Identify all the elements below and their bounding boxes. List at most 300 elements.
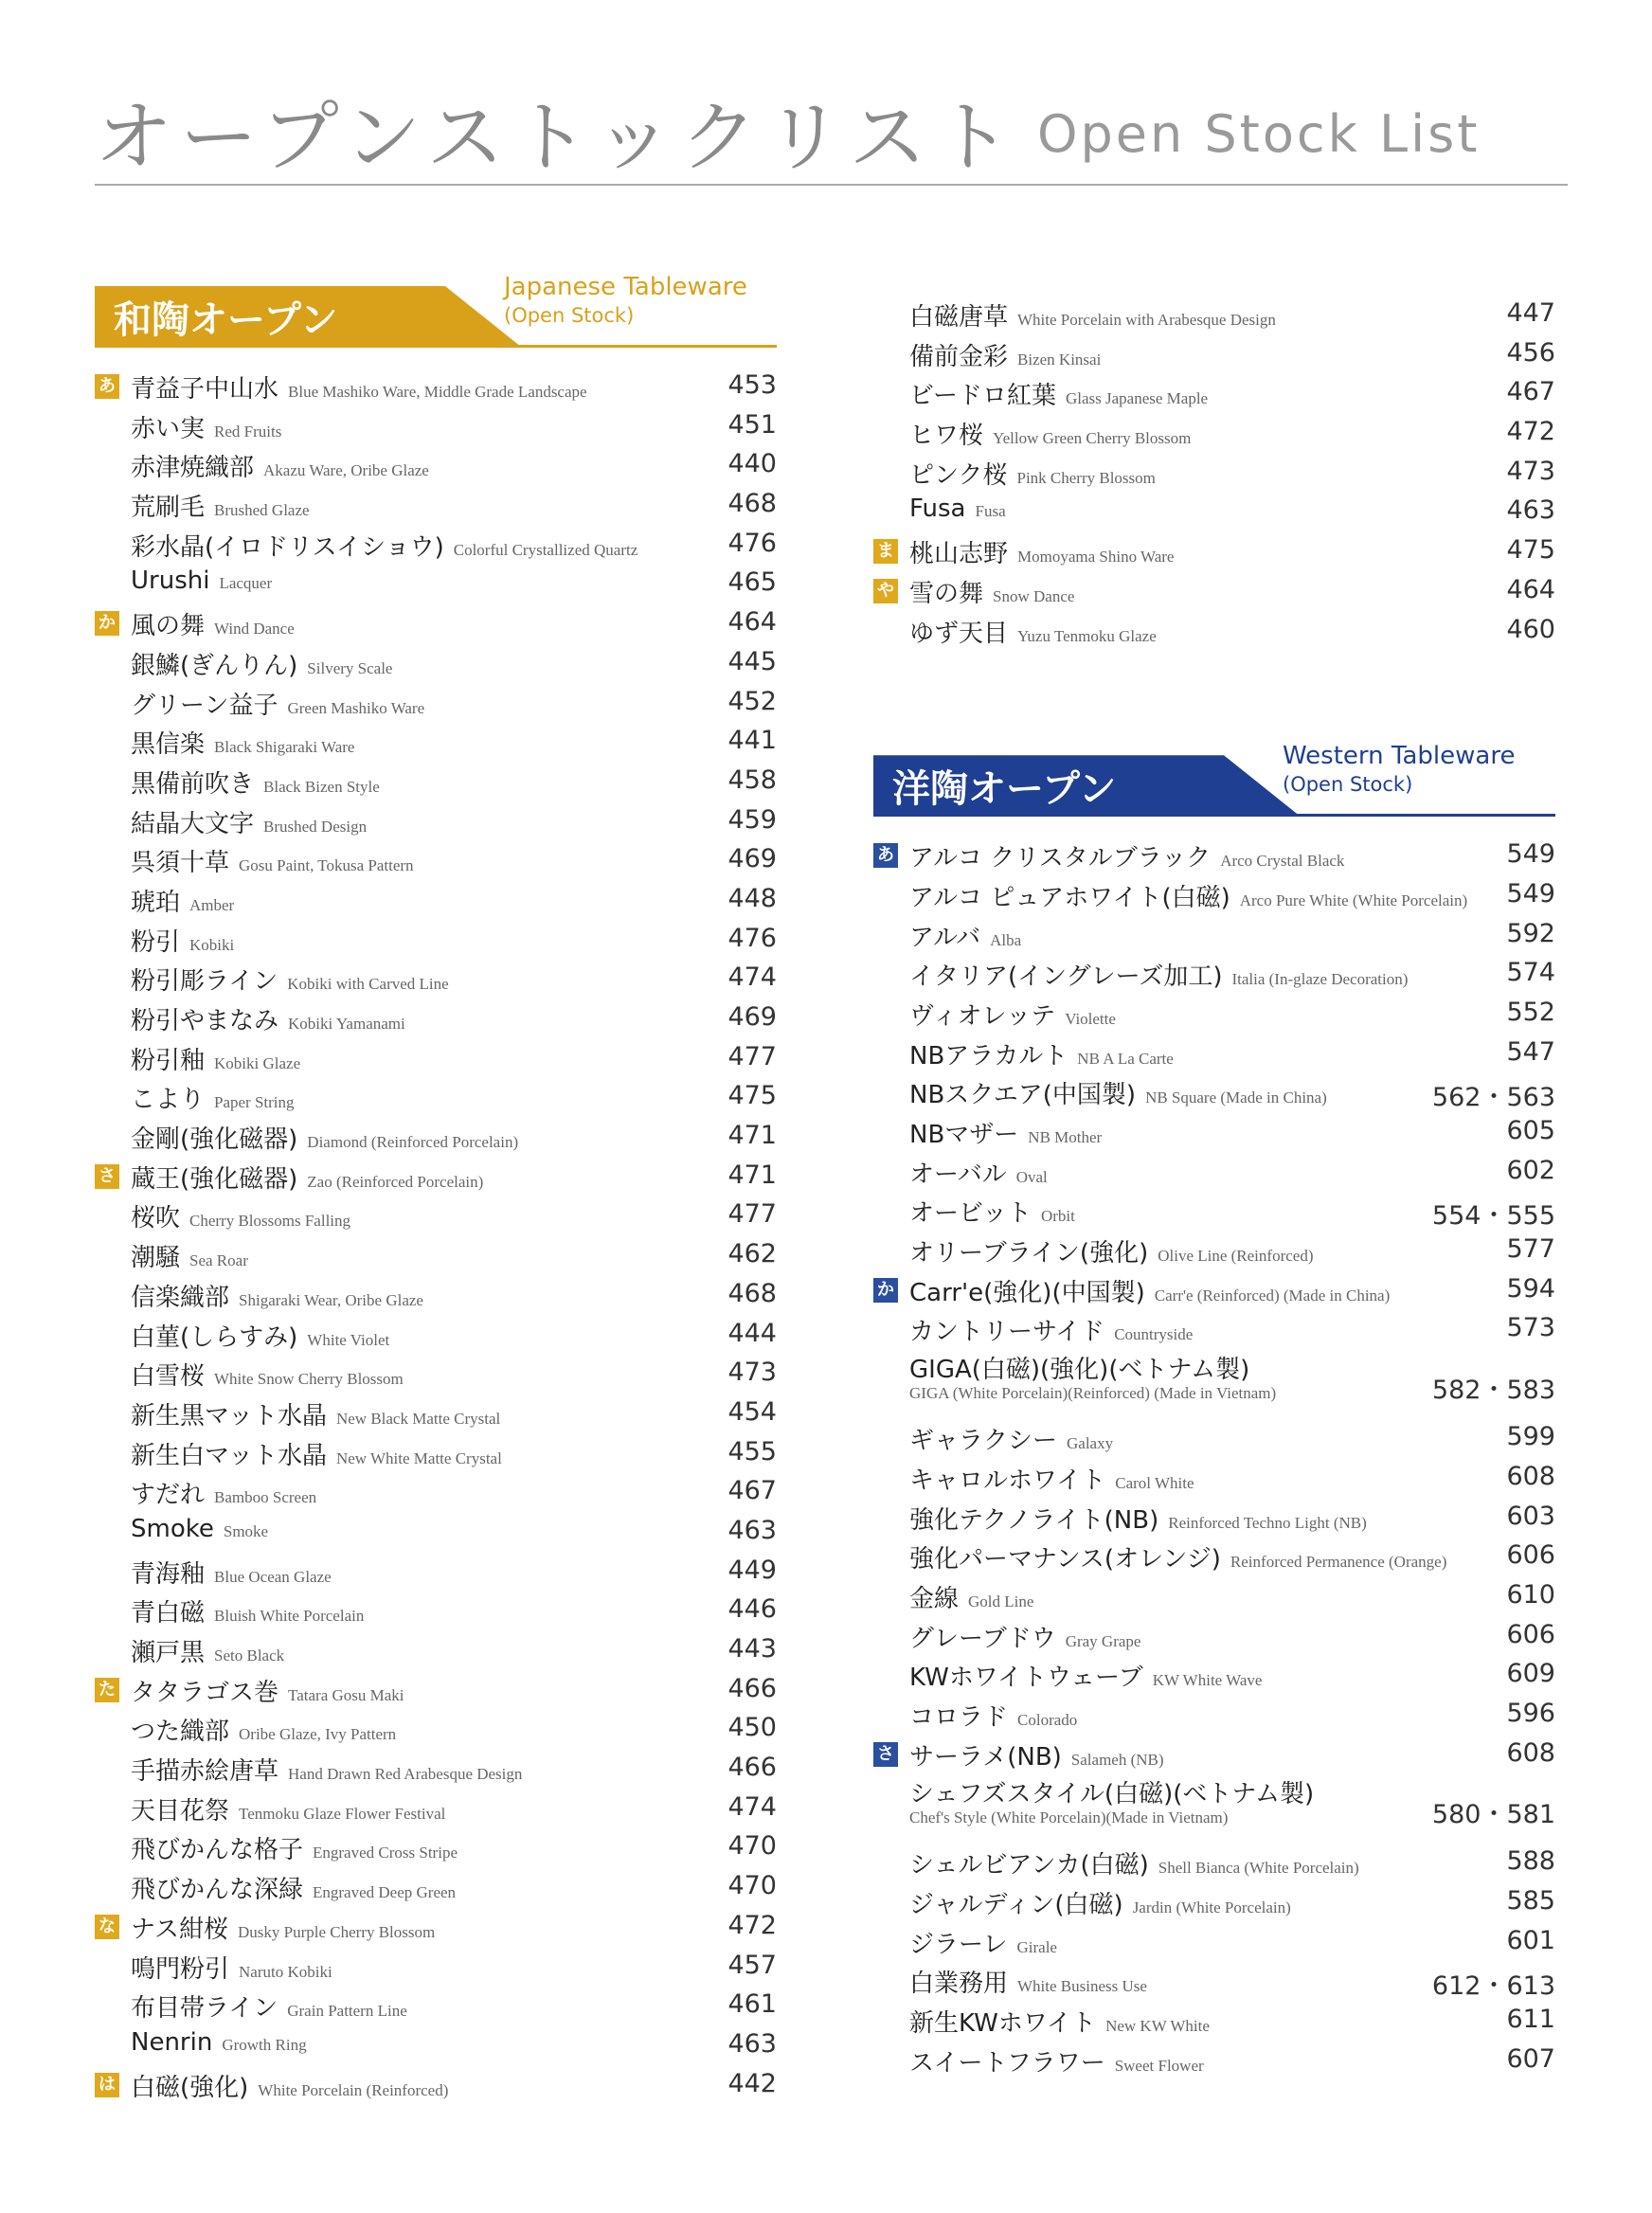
item-name-ja: 雪の舞 (909, 579, 984, 608)
item-name-ja: オリーブライン(強化) (909, 1239, 1149, 1268)
item-name (131, 1830, 458, 1865)
page-number: 588 (1506, 1846, 1555, 1877)
item-name (909, 1619, 1140, 1654)
page-number: 463 (727, 2028, 777, 2059)
list-item (873, 1111, 1555, 1151)
item-name-en: GIGA (White Porcelain)(Reinforced) (Made in Vietnam) (909, 1384, 1277, 1403)
list-item (873, 1308, 1555, 1348)
list-item (95, 761, 777, 801)
item-name-en: KW White Wave (1152, 1671, 1263, 1690)
page-number: 470 (727, 1871, 777, 1901)
item-name-ja: タタラゴス巻 (131, 1678, 279, 1707)
page-title-en: Open Stock List (1037, 104, 1481, 164)
item-name-en: New Black Matte Crystal (335, 1409, 501, 1428)
page-number: 468 (727, 489, 777, 519)
page-number: 469 (727, 1002, 777, 1032)
item-name (131, 1910, 435, 1945)
japanese-entry-list-continued (873, 294, 1555, 649)
page-number: 449 (727, 1555, 777, 1585)
item-name-ja: こより (131, 1086, 206, 1115)
list-item (873, 294, 1555, 333)
item-name (909, 574, 1074, 609)
item-name (131, 1475, 316, 1510)
item-name-en: Seto Black (214, 1646, 285, 1664)
item-name-en: Black Bizen Style (263, 777, 380, 796)
page-number: 592 (1506, 918, 1555, 948)
item-name (909, 534, 1174, 569)
list-item (95, 405, 777, 445)
item-name-ja: 粉引やまなみ (131, 1007, 279, 1035)
page-number: 601 (1506, 1925, 1555, 1955)
page-number: 602 (1506, 1155, 1555, 1185)
list-item (95, 1511, 777, 1551)
list-item (95, 1788, 777, 1827)
item-name-en: Yuzu Tenmoku Glaze (1017, 626, 1157, 645)
item-name-ja: 白雪桜 (131, 1362, 206, 1392)
kana-index-badge: か (873, 1278, 898, 1303)
item-name-en: Oval (1015, 1167, 1048, 1186)
page-number: 468 (727, 1278, 777, 1308)
item-name-ja: グレーブドウ (909, 1624, 1056, 1653)
item-name (909, 1698, 1077, 1733)
item-name (909, 957, 1408, 992)
item-name-en: Carol White (1115, 1473, 1194, 1492)
item-name-ja: Carr'e(強化)(中国製) (909, 1278, 1145, 1307)
list-item (95, 603, 777, 642)
page-number: 463 (1506, 495, 1555, 526)
item-name-en: Gold Line (968, 1592, 1034, 1610)
page-number: 582・583 (1431, 1376, 1555, 1406)
item-name (909, 1774, 1314, 1809)
item-name (131, 1357, 404, 1392)
list-item (873, 1615, 1555, 1655)
item-name (909, 1194, 1075, 1229)
page-number: 473 (1506, 456, 1555, 486)
item-name (131, 1791, 445, 1826)
list-item (873, 914, 1555, 954)
page-number: 441 (727, 726, 777, 756)
item-name-en: Wind Dance (214, 620, 295, 639)
item-name (909, 1964, 1147, 1999)
item-name (909, 1273, 1390, 1308)
item-name (909, 1501, 1367, 1536)
item-name (131, 883, 234, 918)
item-name-ja: サーラメ(NB) (909, 1742, 1062, 1772)
banner-title-en-main: Western Tableware (1283, 742, 1516, 771)
item-name-ja: Fusa (909, 495, 966, 524)
list-item (873, 1071, 1555, 1111)
page-number: 471 (727, 1121, 777, 1151)
kana-index-badge: か (95, 611, 119, 636)
item-name (909, 1885, 1291, 1920)
page-number: 609 (1506, 1659, 1555, 1689)
list-item (95, 1314, 777, 1354)
list-item (95, 919, 777, 959)
item-name-ja: Nenrin (131, 2027, 213, 2057)
item-name (909, 1579, 1033, 1614)
item-name-en: Akazu Ware, Oribe Glaze (263, 461, 429, 480)
item-name (131, 1988, 407, 2024)
item-name-ja: アルコ クリスタルブラック (909, 844, 1212, 873)
item-name (131, 1593, 364, 1628)
item-name-ja: オービット (909, 1199, 1032, 1229)
list-item (95, 366, 777, 405)
page-title-ja: オープンストックリスト (95, 93, 1020, 183)
item-name-ja: 青海釉 (131, 1559, 206, 1589)
banner-title-en-sub: (Open Stock) (504, 304, 635, 327)
item-name-en: Yellow Green Cherry Blossom (993, 429, 1192, 448)
page-number: 594 (1506, 1273, 1555, 1304)
list-item (95, 563, 777, 603)
item-name (131, 725, 354, 760)
list-item (95, 444, 777, 484)
page-number: 474 (727, 963, 777, 993)
item-name-en: Olive Line (Reinforced) (1158, 1247, 1314, 1266)
item-name-ja: ビードロ紅葉 (909, 382, 1056, 411)
list-item (873, 1033, 1555, 1072)
list-item (95, 839, 777, 879)
item-name-ja: 呉須十草 (131, 849, 230, 878)
item-name (909, 1461, 1194, 1496)
item-name-ja: 白磁唐草 (909, 303, 1009, 332)
banner-title-en-main: Japanese Tableware (504, 273, 747, 301)
item-name (909, 918, 1021, 953)
list-item (95, 1866, 777, 1906)
list-item (95, 1156, 777, 1196)
list-item (95, 642, 777, 682)
item-name-ja: アルコ ピュアホワイト(白磁) (909, 883, 1230, 912)
western-tableware-section (873, 736, 1555, 2078)
list-item (95, 1195, 777, 1234)
list-item (873, 835, 1555, 874)
item-name-en: Orbit (1040, 1207, 1075, 1226)
item-name-en: Sea Roar (189, 1251, 248, 1270)
item-name-en: Bluish White Porcelain (214, 1607, 365, 1626)
list-item (95, 1116, 777, 1156)
list-item (873, 372, 1555, 412)
item-name-ja: 結晶大文字 (131, 809, 255, 838)
item-name-en: White Business Use (1017, 1977, 1147, 1996)
item-name (131, 1318, 389, 1353)
item-name (909, 297, 1276, 333)
item-name-en: Countryside (1114, 1325, 1194, 1344)
item-name-en: Cherry Blossoms Falling (189, 1212, 351, 1231)
item-name-ja: すだれ (131, 1481, 206, 1510)
item-name-en: New White Matte Crystal (335, 1448, 502, 1467)
item-name (909, 1539, 1446, 1574)
list-item (95, 1669, 777, 1709)
page-number: 552 (1506, 997, 1555, 1027)
item-name-ja: 粉引彫ライン (131, 967, 278, 997)
item-name (909, 1155, 1048, 1190)
item-name (909, 337, 1101, 372)
page-number: 472 (727, 1910, 777, 1940)
item-name-en: Diamond (Reinforced Porcelain) (307, 1133, 519, 1152)
item-name-ja: ギャラクシー (909, 1427, 1058, 1456)
page-number: 573 (1506, 1313, 1555, 1343)
item-name-en: Blue Ocean Glaze (214, 1567, 332, 1586)
list-item (95, 1906, 777, 1946)
page-number: 608 (1506, 1461, 1555, 1491)
page-number: 477 (727, 1041, 777, 1071)
page-number: 460 (1506, 614, 1555, 644)
list-item (873, 1497, 1555, 1537)
item-name-en: Gray Grape (1065, 1631, 1141, 1650)
item-name-en: Red Fruits (214, 422, 282, 441)
list-item (873, 1772, 1555, 1842)
item-name (131, 1950, 332, 1985)
list-item (95, 1748, 777, 1788)
item-name-ja: つた織部 (131, 1718, 230, 1747)
item-name-ja: 新生白マット水晶 (131, 1441, 327, 1470)
item-name-en: Galaxy (1067, 1434, 1114, 1453)
list-item (873, 1348, 1555, 1417)
list-item (95, 721, 777, 761)
list-item (95, 1826, 777, 1866)
item-name-en: Arco Crystal Black (1220, 852, 1345, 871)
item-name-en: Shell Bianca (White Porcelain) (1158, 1859, 1359, 1878)
item-name-ja: 白業務用 (909, 1970, 1009, 1999)
item-name-ja: スイートフラワー (909, 2048, 1105, 2078)
banner-underline (95, 345, 777, 348)
item-name-ja: カントリーサイド (909, 1318, 1105, 1347)
item-name (909, 1350, 1249, 1385)
page-number: 448 (727, 883, 777, 913)
item-name-en: Reinforced Techno Light (NB) (1168, 1513, 1367, 1532)
item-name (909, 838, 1344, 873)
item-name-ja: ジャルディン(白磁) (909, 1891, 1123, 1919)
item-name-en: Shigaraki Wear, Oribe Glaze (239, 1290, 423, 1309)
item-name-en: White Violet (307, 1330, 390, 1349)
item-name-ja: 瀬戸黒 (131, 1639, 206, 1667)
item-name-en: Paper String (214, 1093, 295, 1112)
item-name (131, 843, 414, 878)
banner-title-ja: 和陶オープン (114, 297, 338, 342)
list-item (873, 610, 1555, 650)
kana-index-badge: た (95, 1678, 119, 1702)
item-name (909, 1845, 1359, 1880)
item-name-ja: KWホワイトウェーブ (909, 1664, 1143, 1693)
page-number: 606 (1506, 1540, 1555, 1571)
item-name-en: Alba (990, 930, 1022, 949)
item-name (131, 2028, 307, 2057)
list-item (873, 953, 1555, 993)
item-name-ja: NBマザー (909, 1121, 1019, 1149)
western-tableware-banner (873, 736, 1555, 816)
item-name-ja: 桃山志野 (909, 540, 1009, 569)
page-number: 475 (1506, 535, 1555, 566)
list-item (95, 524, 777, 564)
list-item (873, 1230, 1555, 1269)
list-item (95, 1551, 777, 1591)
item-name-en: Tatara Gosu Maki (288, 1685, 404, 1704)
item-name (131, 765, 380, 800)
list-item (873, 2040, 1555, 2079)
page-number: 451 (727, 409, 777, 440)
item-name-ja: グリーン益子 (131, 691, 278, 720)
item-name-ja: シェルビアンカ(白磁) (909, 1851, 1149, 1880)
item-name (131, 1870, 456, 1905)
item-name-en: Bizen Kinsai (1017, 350, 1102, 369)
list-item (873, 1417, 1555, 1457)
item-name (131, 804, 367, 839)
item-name (131, 448, 429, 483)
item-name-ja: 鳴門粉引 (131, 1954, 230, 1984)
page-number: 464 (727, 607, 777, 638)
item-name (131, 646, 392, 681)
item-name (909, 1233, 1313, 1268)
kana-index-badge: さ (873, 1742, 898, 1767)
item-name (909, 1115, 1102, 1150)
item-name-en: Italia (In-glaze Decoration) (1231, 970, 1409, 989)
list-item (95, 998, 777, 1037)
item-name-en: Fusa (975, 502, 1006, 521)
item-name (131, 1673, 404, 1708)
item-name (131, 962, 449, 997)
page-number: 455 (727, 1436, 777, 1466)
item-name-en: Hand Drawn Red Arabesque Design (288, 1765, 523, 1784)
list-item (873, 570, 1555, 610)
item-name-ja: 強化パーマナンス(オレンジ) (909, 1545, 1221, 1574)
list-item (873, 1881, 1555, 1921)
item-name-en: Smoke (223, 1521, 269, 1540)
item-name-ja: GIGA(白磁)(強化)(ベトナム製) (909, 1356, 1250, 1385)
list-item (873, 412, 1555, 452)
page-number: 585 (1506, 1886, 1555, 1916)
list-item (95, 1076, 777, 1116)
japanese-continued (873, 294, 1555, 649)
item-name-en: Gosu Paint, Tokusa Pattern (239, 856, 414, 875)
item-name-en: Engraved Cross Stripe (313, 1844, 458, 1862)
page-number: 467 (727, 1476, 777, 1506)
item-name-ja: 赤津焼織部 (131, 454, 255, 483)
banner-title-ja: 洋陶オープン (892, 766, 1117, 812)
item-name-en: New KW White (1105, 2017, 1210, 2036)
item-name-ja: 粉引釉 (131, 1046, 206, 1075)
page-number: 442 (727, 2068, 777, 2098)
kana-index-badge: は (95, 2073, 119, 2097)
item-name-en: Silvery Scale (307, 658, 393, 677)
item-name-ja: NBスクエア(中国製) (909, 1081, 1137, 1110)
list-item (95, 1471, 777, 1511)
page-number: 469 (727, 844, 777, 874)
item-name-ja: Urushi (131, 567, 210, 596)
item-name-ja: 琥珀 (131, 888, 181, 917)
page-number: 447 (1506, 298, 1555, 328)
page-number: 452 (727, 686, 777, 716)
page-number: 467 (1506, 377, 1555, 407)
item-name (131, 1198, 350, 1233)
item-name (131, 567, 272, 595)
item-name-ja: 布目帯ライン (131, 1994, 278, 2024)
item-name-ja: 強化テクノライト(NB) (909, 1505, 1159, 1535)
item-name (131, 1633, 284, 1668)
list-item (95, 1432, 777, 1472)
page-number: 466 (727, 1753, 777, 1783)
item-name (131, 686, 424, 721)
page-number: 473 (727, 1358, 777, 1388)
list-item (873, 1269, 1555, 1309)
item-name-en: Girale (1016, 1937, 1057, 1956)
item-name-en: Naruto Kobiki (239, 1962, 332, 1981)
page-number: 547 (1506, 1036, 1555, 1067)
item-name-ja: ナス紺桜 (131, 1915, 228, 1944)
page-number: 574 (1506, 958, 1555, 988)
banner-title-en-sub: (Open Stock) (1283, 773, 1413, 797)
item-name-ja: 潮騒 (131, 1244, 181, 1273)
page-number: 608 (1506, 1737, 1555, 1768)
item-name-en: Snow Dance (993, 586, 1075, 605)
list-item (95, 484, 777, 524)
page-number: 477 (727, 1199, 777, 1230)
item-name-en: Violette (1065, 1009, 1116, 1028)
list-item (873, 874, 1555, 914)
list-item (95, 879, 777, 919)
item-name-ja: Smoke (131, 1514, 214, 1543)
list-item (95, 1234, 777, 1274)
banner-title-en (504, 273, 747, 330)
item-name (131, 1436, 502, 1471)
item-name-ja: イタリア(イングレーズ加工) (909, 963, 1223, 992)
list-item (95, 2024, 777, 2064)
item-name-ja: 青白磁 (131, 1599, 206, 1628)
item-name-ja: 飛びかんな格子 (131, 1836, 304, 1865)
list-item (873, 1921, 1555, 1961)
item-name (909, 2004, 1210, 2039)
page-number: 458 (727, 765, 777, 795)
banner-title-en (1283, 742, 1515, 799)
item-name-ja: シェフズスタイル(白磁)(ベトナム製) (909, 1780, 1315, 1809)
item-name (909, 1925, 1057, 1960)
page-number: 453 (727, 370, 777, 400)
page-number: 443 (727, 1634, 777, 1664)
item-name (131, 528, 637, 563)
item-name-en: Engraved Deep Green (313, 1883, 457, 1902)
item-name-en: Lacquer (219, 574, 273, 593)
item-name-ja: キャロルホワイト (909, 1466, 1106, 1495)
item-name-ja: 備前金彩 (909, 342, 1009, 371)
header-divider (95, 184, 1568, 186)
item-name (909, 376, 1208, 411)
item-name-en: Blue Mashiko Ware, Middle Grade Landscape (288, 383, 587, 401)
page-number: 549 (1506, 878, 1555, 909)
item-name-ja: 銀鱗(ぎんりん) (131, 651, 298, 680)
item-name (909, 614, 1157, 649)
page-number: 596 (1506, 1698, 1555, 1728)
item-name-ja: 新生KWホワイト (909, 2009, 1097, 2039)
item-name (909, 1075, 1327, 1110)
list-item (873, 1575, 1555, 1615)
page-number: 464 (1506, 574, 1555, 604)
kana-index-badge: な (95, 1915, 119, 1939)
page-number: 554・555 (1431, 1201, 1555, 1232)
list-item (873, 1654, 1555, 1694)
item-name-en: Green Mashiko Ware (287, 698, 425, 717)
item-name-ja: ジラーレ (909, 1930, 1008, 1959)
item-name (909, 2043, 1204, 2078)
item-name-en: Momoyama Shino Ware (1017, 548, 1175, 567)
item-name-ja: NBアラカルト (909, 1041, 1068, 1071)
list-item (95, 1274, 777, 1314)
list-item (95, 1037, 777, 1077)
item-name-ja: 桜吹 (131, 1204, 181, 1233)
page-number: 577 (1506, 1234, 1555, 1265)
item-name-en: Colorado (1017, 1710, 1078, 1729)
list-item (873, 1151, 1555, 1191)
list-item (873, 1536, 1555, 1575)
item-name-ja: 信楽織部 (131, 1283, 230, 1312)
item-name-en: Glass Japanese Maple (1065, 389, 1209, 408)
